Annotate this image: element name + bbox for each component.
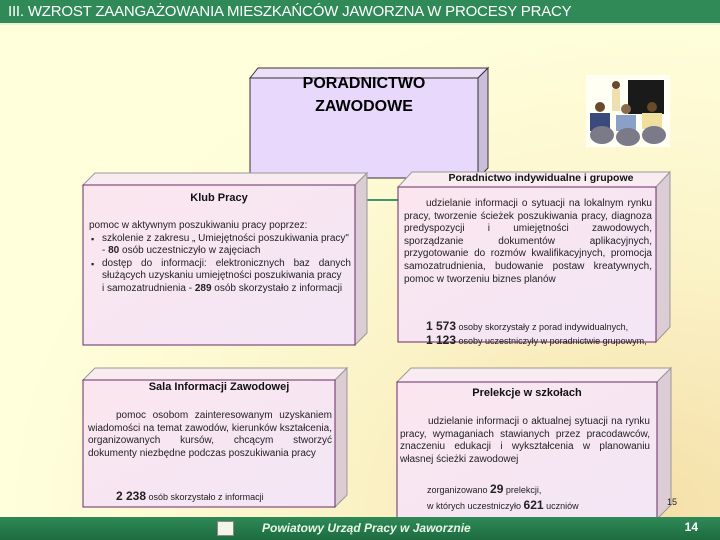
individual-count: 1 573 bbox=[426, 319, 457, 333]
slide-title: III. WZROST ZAANGAŻOWANIA MIESZKAŃCÓW JAWORZNA W PROCESY PRACY bbox=[8, 3, 572, 20]
sala-title: Sala Informacji Zawodowej bbox=[148, 381, 290, 393]
sala-count: 2 238 bbox=[116, 489, 147, 503]
poradnictwo-stats bbox=[404, 320, 652, 347]
sala-body: pomoc osobom zainteresowanym uzyskaniem wiadomości na temat zawodów, kierunków kształcenia, organizowanych kursów, chcącym stworzyć dokumenty niezbędne podczas poszukiwania pracy bbox=[88, 410, 332, 459]
main-title-line2: ZAWODOWE bbox=[315, 98, 413, 115]
inner-slide-number: 15 bbox=[667, 497, 678, 507]
klub-item1-count: 80 bbox=[108, 245, 120, 257]
main-box-title bbox=[250, 72, 478, 118]
klub-intro: pomoc w aktywnym poszukiwaniu pracy poprzez: bbox=[89, 220, 308, 231]
prelekcje-pre1: zorganizowano bbox=[427, 485, 491, 495]
klub-item1-post: osób uczestniczyło w zajęciach bbox=[119, 245, 261, 257]
footer-org-name: Powiatowy Urząd Pracy w Jaworznie bbox=[262, 521, 471, 535]
prelekcje-post1: prelekcji, bbox=[503, 485, 542, 495]
main-title-line1: PORADNICTWO bbox=[302, 75, 426, 92]
individual-text: osoby skorzystały z porad indywidualnych, bbox=[456, 322, 629, 332]
org-logo-icon bbox=[217, 521, 234, 536]
klub-item-training bbox=[89, 233, 351, 258]
prelekcje-stats bbox=[427, 482, 652, 514]
prelekcje-body: udzielanie informacji o aktualnej sytuacji na rynku pracy, wymaganiach stawianych przez pracodawców, znaczeniu edukacji i wykształcenia w planowaniu własnej ścieżki zawodowej bbox=[400, 416, 650, 465]
classroom-illustration bbox=[586, 75, 670, 147]
student-count: 621 bbox=[523, 498, 544, 512]
page-number: 14 bbox=[684, 520, 698, 534]
group-text: osoby uczestniczyły w poradnictwie grupowym, bbox=[456, 335, 647, 346]
slide-footer bbox=[0, 517, 720, 540]
klub-item2-text: dostęp do informacji: elektronicznych baz danych służących uzyskaniu umiejętności poszukiwania pracy bbox=[102, 257, 351, 282]
klub-item1-pre: - bbox=[102, 245, 109, 257]
klub-item1-text: szkolenie z zakresu „ Umiejętności poszukiwania pracy" bbox=[102, 232, 349, 244]
prelekcje-title: Prelekcje w szkołach bbox=[472, 387, 582, 399]
prelekcje-post2: uczniów bbox=[543, 501, 579, 511]
prelekcje-pre2: w których uczestniczyło bbox=[427, 501, 524, 511]
lecture-count: 29 bbox=[490, 482, 504, 496]
klub-item2-post: osób skorzystało z informacji bbox=[211, 282, 343, 294]
poradnictwo-body: udzielanie informacji o sytuacji na lokalnym rynku pracy, tworzenie ścieżek poszukiwania pracy, diagnoza predyspozycji i umiejętności zawodowych, sporządzanie dokumentów aplikacyjnych, przygotowanie do rozmów kwalifikacyjnych, promocja samozatrudnienia, budowanie postaw kreatywnych, pomoc w tworzeniu biznes planów bbox=[404, 198, 652, 285]
group-count: 1 123 bbox=[426, 332, 457, 347]
klub-pracy-content bbox=[89, 220, 351, 296]
poradnictwo-title: Poradnictwo indywidualne i grupowe bbox=[448, 172, 634, 184]
klub-item2-pre: i samozatrudnienia - bbox=[102, 282, 195, 294]
klub-pracy-title: Klub Pracy bbox=[190, 192, 248, 204]
klub-item2-count: 289 bbox=[194, 282, 212, 294]
klub-item-access bbox=[89, 258, 351, 296]
sala-stats bbox=[116, 490, 336, 504]
sala-stats-text: osób skorzystało z informacji bbox=[146, 492, 264, 502]
